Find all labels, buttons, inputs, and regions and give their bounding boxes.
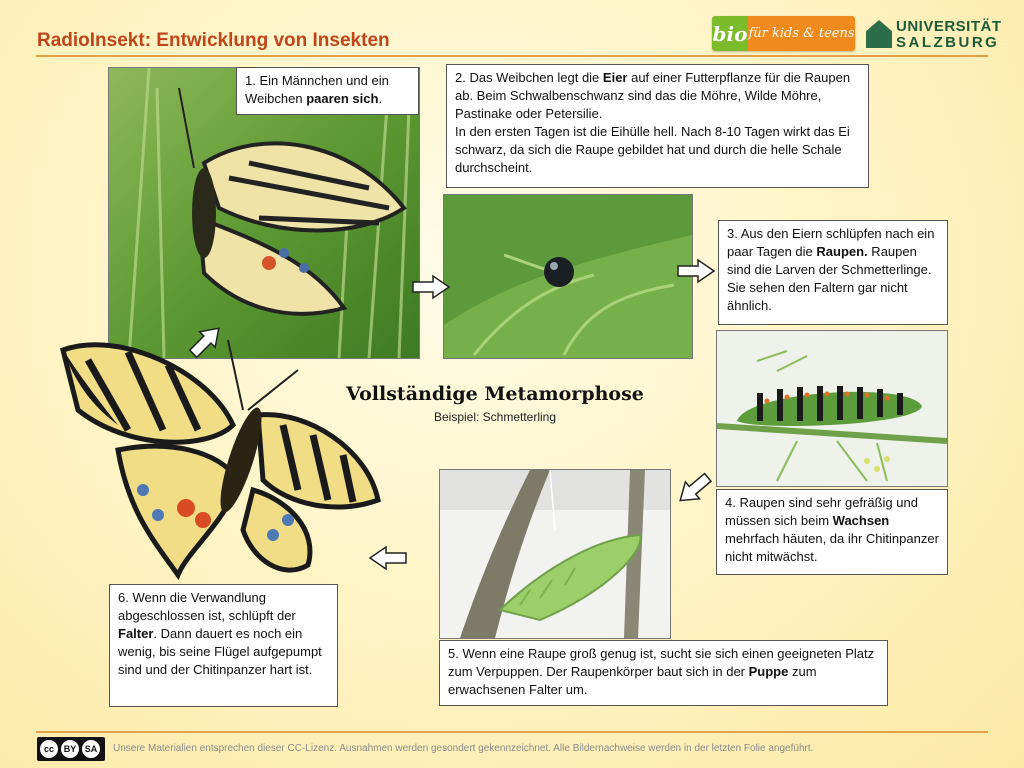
step-3-text: 3. Aus den Eiern schlüpfen nach ein paar Tagen die (727, 226, 935, 259)
egg-photo (443, 194, 693, 359)
bio-logo-text: bio (712, 16, 748, 51)
step-5-text-end: zum erwachsenen Falter um. (448, 664, 817, 697)
diagram-subtitle: Beispiel: Schmetterling (433, 410, 557, 424)
step-2-text-end: auf einer Futterpflanze für die Raupen ab. Beim Schwalbenschwanz sind das die Möhre, Wilde Möhre, Pastinake oder Petersilie. (455, 70, 851, 121)
arrow-down-left-icon (670, 466, 717, 512)
footer-rule (36, 731, 988, 733)
diagram-title: Vollständige Metamorphose (346, 383, 644, 405)
bio-logo[interactable] (712, 16, 855, 51)
header-rule (36, 55, 988, 57)
university-name-line1: UNIVERSITÄT (896, 18, 1002, 35)
caterpillar-photo (716, 330, 948, 487)
step-3-box (718, 220, 948, 325)
university-logo[interactable] (866, 16, 1002, 52)
sa-icon: SA (82, 740, 100, 758)
adult-butterfly-photo (58, 330, 388, 590)
step-6-keyword: Falter (118, 626, 154, 641)
step-5-text: 5. Wenn eine Raupe groß genug ist, sucht sie sich einen geeigneten Platz zum Verpuppen. Der Raupenkörper baut sich in der (448, 646, 875, 679)
kids-logo-text: für kids & teens (748, 16, 855, 51)
university-mark-icon (866, 20, 892, 48)
step-1-text-end: . (378, 91, 383, 106)
step-3-text-end: Raupen sind die Larven der Schmetterlinge. Sie sehen den Faltern gar nicht ähnlich. (727, 244, 932, 313)
step-1-box (236, 67, 419, 115)
step-5-keyword: Puppe (748, 664, 789, 679)
step-4-text: 4. Raupen sind sehr gefräßig und müssen sich beim (725, 495, 918, 528)
step-6-text: 6. Wenn die Verwandlung abgeschlossen ist, schlüpft der (118, 590, 296, 623)
arrow-left-icon (368, 545, 408, 571)
step-2-box (446, 64, 869, 188)
step-1-text: 1. Ein Männchen und ein Weibchen (245, 73, 389, 106)
step-4-text-end: mehrfach häuten, da ihr Chitinpanzer nicht mitwächst. (725, 531, 939, 564)
license-notice: Unsere Materialien entsprechen dieser CC-Lizenz. Ausnahmen werden gesondert gekennzeichnet. Alle Bildernachweise werden in der letzten Folie angeführt. (113, 743, 814, 754)
step-2-text-detail: In den ersten Tagen ist die Eihülle hell. Nach 8-10 Tagen wirkt das Ei schwarz, da sich die Raupe gebildet hat und durch die helle Schale durchscheint. (455, 124, 850, 175)
step-4-keyword: Wachsen (832, 513, 890, 528)
step-3-keyword: Raupen. (816, 244, 868, 259)
step-6-box (109, 584, 338, 707)
step-2-keyword: Eier (602, 70, 628, 85)
cc-license-badge[interactable] (37, 737, 105, 761)
cc-icon: cc (40, 740, 58, 758)
step-6-text-end: . Dann dauert es noch ein wenig, bis seine Flügel aufgepumpt sind und der Chitinpanzer hart ist. (118, 626, 322, 677)
arrow-right-icon (411, 274, 451, 300)
pupa-photo (439, 469, 671, 639)
by-icon: BY (61, 740, 79, 758)
page-title: RadioInsekt: Entwicklung von Insekten (37, 30, 390, 51)
step-1-keyword: paaren sich (306, 91, 379, 106)
step-4-box (716, 489, 948, 575)
university-name-line2: SALZBURG (896, 34, 1000, 51)
arrow-right-icon (676, 258, 716, 284)
step-5-box (439, 640, 888, 706)
step-2-text: 2. Das Weibchen legt die (455, 70, 603, 85)
